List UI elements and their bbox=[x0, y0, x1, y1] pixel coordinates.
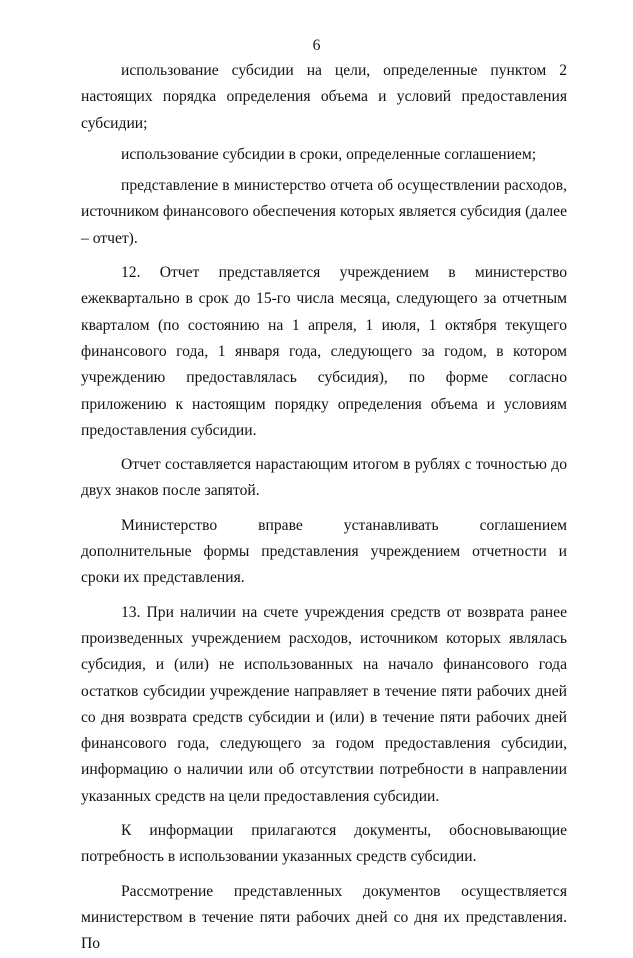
paragraph-subsidy-terms: использование субсидии в сроки, определенные соглашением; bbox=[121, 145, 537, 163]
document-body bbox=[81, 58, 567, 958]
paragraph-clause-12: 12. Отчет представляется учреждением в министерство ежеквартально в срок до 15-го числа месяца, следующего за отчетным кварталом (по состоянию на 1 апреля, 1 июля, 1 октября текущего финансового года, 1 января года, следующего за годом, в котором учреждению предоставлялась субсидия), по форме согласно приложению к настоящим порядку определения объема и условиям предоставления субсидии. bbox=[81, 264, 567, 439]
paragraph-review: Рассмотрение представленных документов осуществляется министерством в течение пяти рабочих дней со дня их представления. По bbox=[81, 882, 567, 953]
paragraph-clause-13: 13. При наличии на счете учреждения средств от возврата ранее произведенных учреждением расходов, источником которых являлась субсидия, и (или) не использованных на начало финансового года остатков субсидии учреждение направляет в течение пяти рабочих дней со дня возврата средств субсидии и (или) в течение пяти рабочих дней финансового года, следующего за годом предоставления субсидии, информацию о наличии или об отсутствии потребности в направлении указанных средств на цели предоставления субсидии. bbox=[81, 603, 567, 805]
paragraph-additional-forms: Министерство вправе устанавливать соглашением дополнительные формы представления учреждением отчетности и сроки их представления. bbox=[81, 516, 567, 587]
paragraph-subsidy-purpose: использование субсидии на цели, определенные пунктом 2 настоящих порядка определения объема и условий предоставления субсидии; bbox=[81, 62, 567, 132]
page-number: 6 bbox=[312, 37, 321, 54]
paragraph-attached-documents: К информации прилагаются документы, обосновывающие потребность в использовании указанных средств субсидии. bbox=[81, 822, 567, 866]
paragraph-report-accrual: Отчет составляется нарастающим итогом в рублях с точностью до двух знаков после запятой. bbox=[81, 456, 567, 500]
paragraph-report-submission: представление в министерство отчета об осуществлении расходов, источником финансового обеспечения которых является субсидия (далее – отчет). bbox=[81, 177, 567, 247]
